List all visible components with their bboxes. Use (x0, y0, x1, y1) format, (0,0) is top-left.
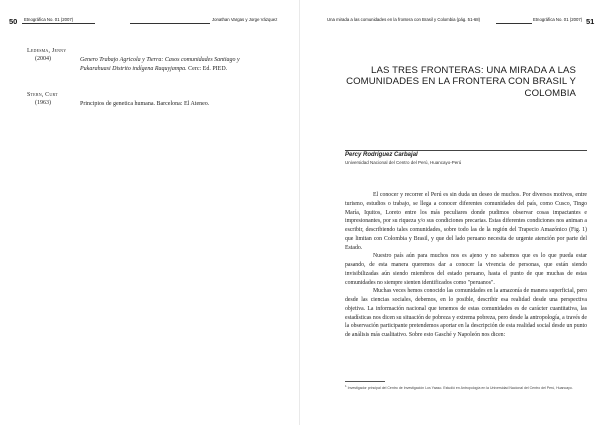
reference-title: Genero Trabajo Agricola y Tierra: Casos comunidades Santiago y Pukarahuasi Distrito indígena Raquyjampa. (80, 57, 240, 72)
reference-publisher: Cerc: Ed. PIED. (186, 65, 228, 72)
author-affiliation: Universidad Nacional del Centro del Perú, Huancayo-Perú (345, 160, 462, 165)
reference-text (80, 100, 258, 109)
header-rule (130, 23, 210, 24)
page-number: 50 (9, 17, 18, 26)
header-journal: Etnográfica No. 01 (2007) (24, 17, 74, 22)
reference-author: Stern, Curt (27, 92, 58, 98)
header-journal: Etnográfica No. 01 (2007) (533, 17, 583, 22)
right-page (300, 0, 600, 425)
body-paragraph: Muchas veces hemos conocido las comunidades en la amazonía de manera superficial, pero desde las ciencias sociales, debemos, en lo posible, describir esa realidad desde una perspectiva objetiva. La información nacional que tenemos de estas comunidades es de carácter cuantitativa, las estadísticas nos dicen su situación de pobreza y extrema pobreza, pero desde la antropología, a través de la observación participante pretendemos aportar en la descripción de esta realidad social desde un punto de análisis más cualitativo. Sobre esto Gasché y Napoleón nos dicen: (345, 288, 587, 338)
footnote-rule (345, 381, 385, 382)
footnote-text: Investigador principal del Centro de Investigación Los Yaaso. Estudió en Antropología en la Universidad Nacional del Centro del Perú, Huancayo. (347, 386, 573, 391)
reference-text (80, 56, 258, 73)
reference-author: Ledesma, Jenny (27, 48, 67, 54)
page-number: 51 (586, 17, 595, 26)
reference-publisher: Principios de genetica humana. Barcelona: El Ateneo. (80, 101, 210, 107)
author-rule (345, 150, 587, 151)
body-paragraph: Nuestro país aún para muchos nos es ajeno y no sabemos que es lo que pueda estar pasando, de esta manera queremos dar a conocer la vivencia de personas, que están siendo invisibilizadas aún siendo miembros del estado peruano, hasta el punto de que muchas de estas comunidades no siempre sienten identificados como "peruanos". (345, 253, 587, 286)
header-article: Una mirada a las comunidades en la frontera con Brasil y Colombia (pág. 51-68) (327, 17, 481, 22)
header-rule (496, 23, 532, 24)
body-paragraph: El conocer y recorrer el Perú es sin duda un deseo de muchos. Por diversos motivos, entre turismo, estudios o trabajo, se llega a conocer diferentes comunidades del país, como Cusco, Tingo María, Iquitos, Loreto entre los más peculiares donde pudimos observar cosas impactantes e impresionantes, por su riqueza y/o sus condiciones precarias. Estas diferentes condiciones nos animan a escribir, describiendo tales comunidades, sobre todo las de la región del Trapecio Amazónico (Fig. 1) que limitan con Colombia y Brasil, y que del lado peruano necesita de urgente atención por parte del Estado. (345, 192, 587, 251)
article-title: LAS TRES FRONTERAS: UNA MIRADA A LAS COMUNIDADES EN LA FRONTERA CON BRASIL Y COLOMBIA (346, 65, 576, 99)
reference-year: (2004) (35, 56, 51, 62)
article-body (345, 191, 587, 340)
footnote-marker: 1 (345, 384, 347, 388)
footnote (345, 384, 587, 391)
article-author: Percy Rodríguez Carbajal (345, 152, 418, 158)
header-authors: Jonathan Vargas y Jorge Vázquez (212, 17, 278, 22)
reference-year: (1963) (35, 100, 51, 106)
